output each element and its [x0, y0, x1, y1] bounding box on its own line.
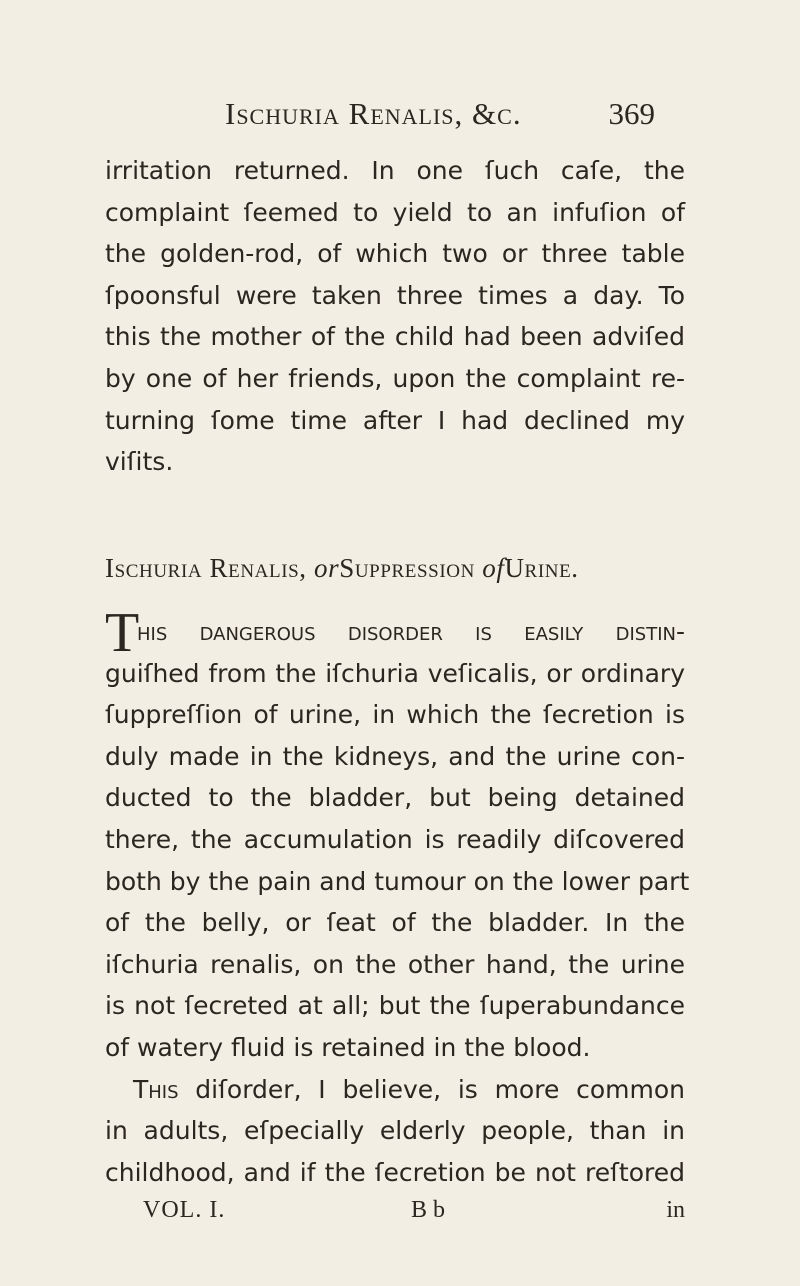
signature-mark: B b: [411, 1197, 446, 1223]
text-line: of the belly, or ſeat of the bladder. In the: [105, 908, 685, 938]
page-number: 369: [608, 96, 655, 131]
page-footer: [143, 1197, 685, 1231]
text-line: this the mother of the child had been adviſed: [105, 322, 685, 352]
text-line: there, the accumulation is readily diſcovered: [105, 824, 685, 854]
heading-title: Ischuria Renalis,: [105, 553, 307, 583]
text-line: ſuppreſſion of urine, in which the ſecretion is: [105, 700, 685, 730]
text-line: viſits.: [105, 447, 174, 477]
paragraph-lead: This: [133, 1074, 179, 1104]
drop-cap: T: [105, 602, 140, 664]
heading-connector: of: [482, 553, 505, 583]
catchword: in: [666, 1197, 685, 1223]
volume-mark: VOL. I.: [143, 1197, 226, 1223]
text-line-first: [105, 602, 685, 664]
page-header: [225, 96, 655, 136]
text-line: ducted to the bladder, but being detained: [105, 783, 685, 813]
text-line: complaint ſeemed to yield to an infuſion of: [105, 197, 685, 227]
section-body: [105, 602, 690, 1193]
text-line: in adults, eſpecially elderly people, than in: [105, 1116, 685, 1146]
text-line: childhood, and if the ſecretion be not reſtored: [105, 1157, 685, 1187]
paragraph-continuation: [105, 150, 685, 483]
lead-line-text: diſorder, I believe, is more common: [178, 1074, 685, 1104]
text-line: both by the pain and tumour on the lower part: [105, 866, 690, 896]
text-line: turning ſome time after I had declined my: [105, 405, 685, 435]
text-line: is not ſecreted at all; but the ſuperabundance: [105, 991, 685, 1021]
text-line: iſchuria renalis, on the other hand, the urine: [105, 949, 685, 979]
heading-subject: Urine.: [504, 553, 579, 583]
section-heading: [105, 553, 685, 584]
running-head: Ischuria Renalis, &c.: [225, 96, 522, 131]
first-line-text: his dangerous diſorder is eaſily diſtin-: [137, 617, 685, 646]
text-line: by one of her friends, upon the complaint re-: [105, 363, 685, 393]
text-line: irritation returned. In one ſuch caſe, the: [105, 156, 685, 185]
heading-subtitle: Suppression: [339, 553, 475, 583]
text-line: of watery fluid is retained in the blood.: [105, 1032, 591, 1062]
text-line-indented: [105, 1069, 685, 1111]
text-line: ſpoonsful were taken three times a day. To: [105, 280, 685, 310]
text-line: the golden-rod, of which two or three table: [105, 239, 685, 269]
text-line: guiſhed from the iſchuria veſicalis, or ordinary: [105, 658, 685, 688]
text-line: duly made in the kidneys, and the urine con-: [105, 741, 685, 771]
heading-connector: or: [314, 553, 340, 583]
